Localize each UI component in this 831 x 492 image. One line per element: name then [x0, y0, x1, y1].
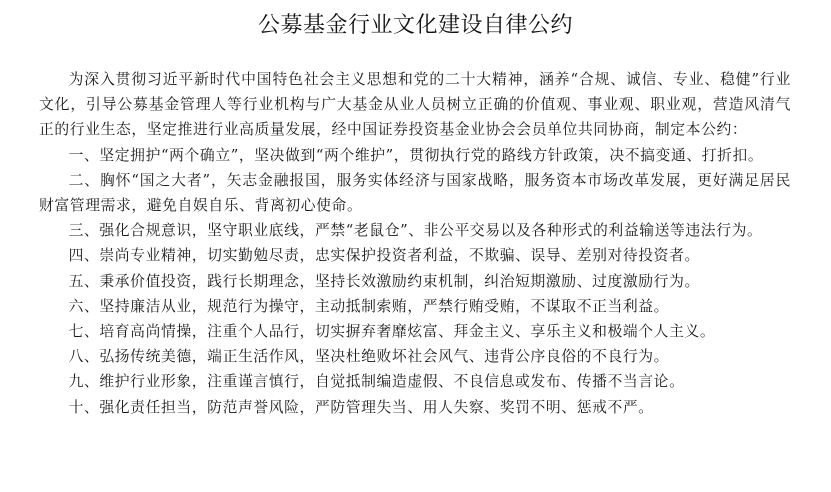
- article-8: 八、弘扬传统美德，端正生活作风，坚决杜绝败坏社会风气、违背公序良俗的不良行为。: [68, 348, 670, 366]
- document-title: 公募基金行业文化建设自律公约: [257, 13, 573, 38]
- document-body: [39, 67, 791, 420]
- article-4: 四、崇尚专业精神，切实勤勉尽责，忠实保护投资者利益，不欺骗、误导、差别对待投资者。: [68, 247, 700, 265]
- article-6: 六、坚持廉洁从业，规范行为操守，主动抵制索贿，严禁行贿受贿，不谋取不正当利益。: [68, 297, 670, 315]
- intro-paragraph: 为深入贯彻习近平新时代中国特色社会主义思想和党的二十大精神，涵养“合规、诚信、专业、稳健”行业文化，引导公募基金管理人等行业机构与广大基金从业人员树立正确的价值观、事业观、职业观，营造风清气正的行业生态，坚定推进行业高质量发展，经中国证券投资基金业协会会员单位共同协商，制定本公约：: [39, 71, 791, 139]
- article-10: 十、强化责任担当，防范声誉风险，严防管理失当、用人失察、奖罚不明、惩戒不严。: [68, 398, 654, 416]
- article-3: 三、强化合规意识，坚守职业底线，严禁“老鼠仓”、非公平交易以及各种形式的利益输送等违法行为。: [68, 222, 763, 240]
- article-1: 一、坚定拥护“两个确立”，坚决做到“两个维护”，贯彻执行党的路线方针政策，决不搞变通、打折扣。: [68, 146, 764, 164]
- article-9: 九、维护行业形象，注重谨言慎行，自觉抵制编造虚假、不良信息或发布、传播不当言论。: [68, 373, 685, 391]
- article-2: 二、胸怀“国之大者”，矢志金融报国，服务实体经济与国家战略，服务资本市场改革发展，更好满足居民财富管理需求，避免自娱自乐、背离初心使命。: [39, 171, 791, 215]
- article-5: 五、秉承价值投资，践行长期理念，坚持长效激励约束机制，纠治短期激励、过度激励行为。: [68, 272, 700, 290]
- article-7: 七、培育高尚情操，注重个人品行，切实摒弃奢靡炫富、拜金主义、享乐主义和极端个人主义。: [68, 323, 716, 341]
